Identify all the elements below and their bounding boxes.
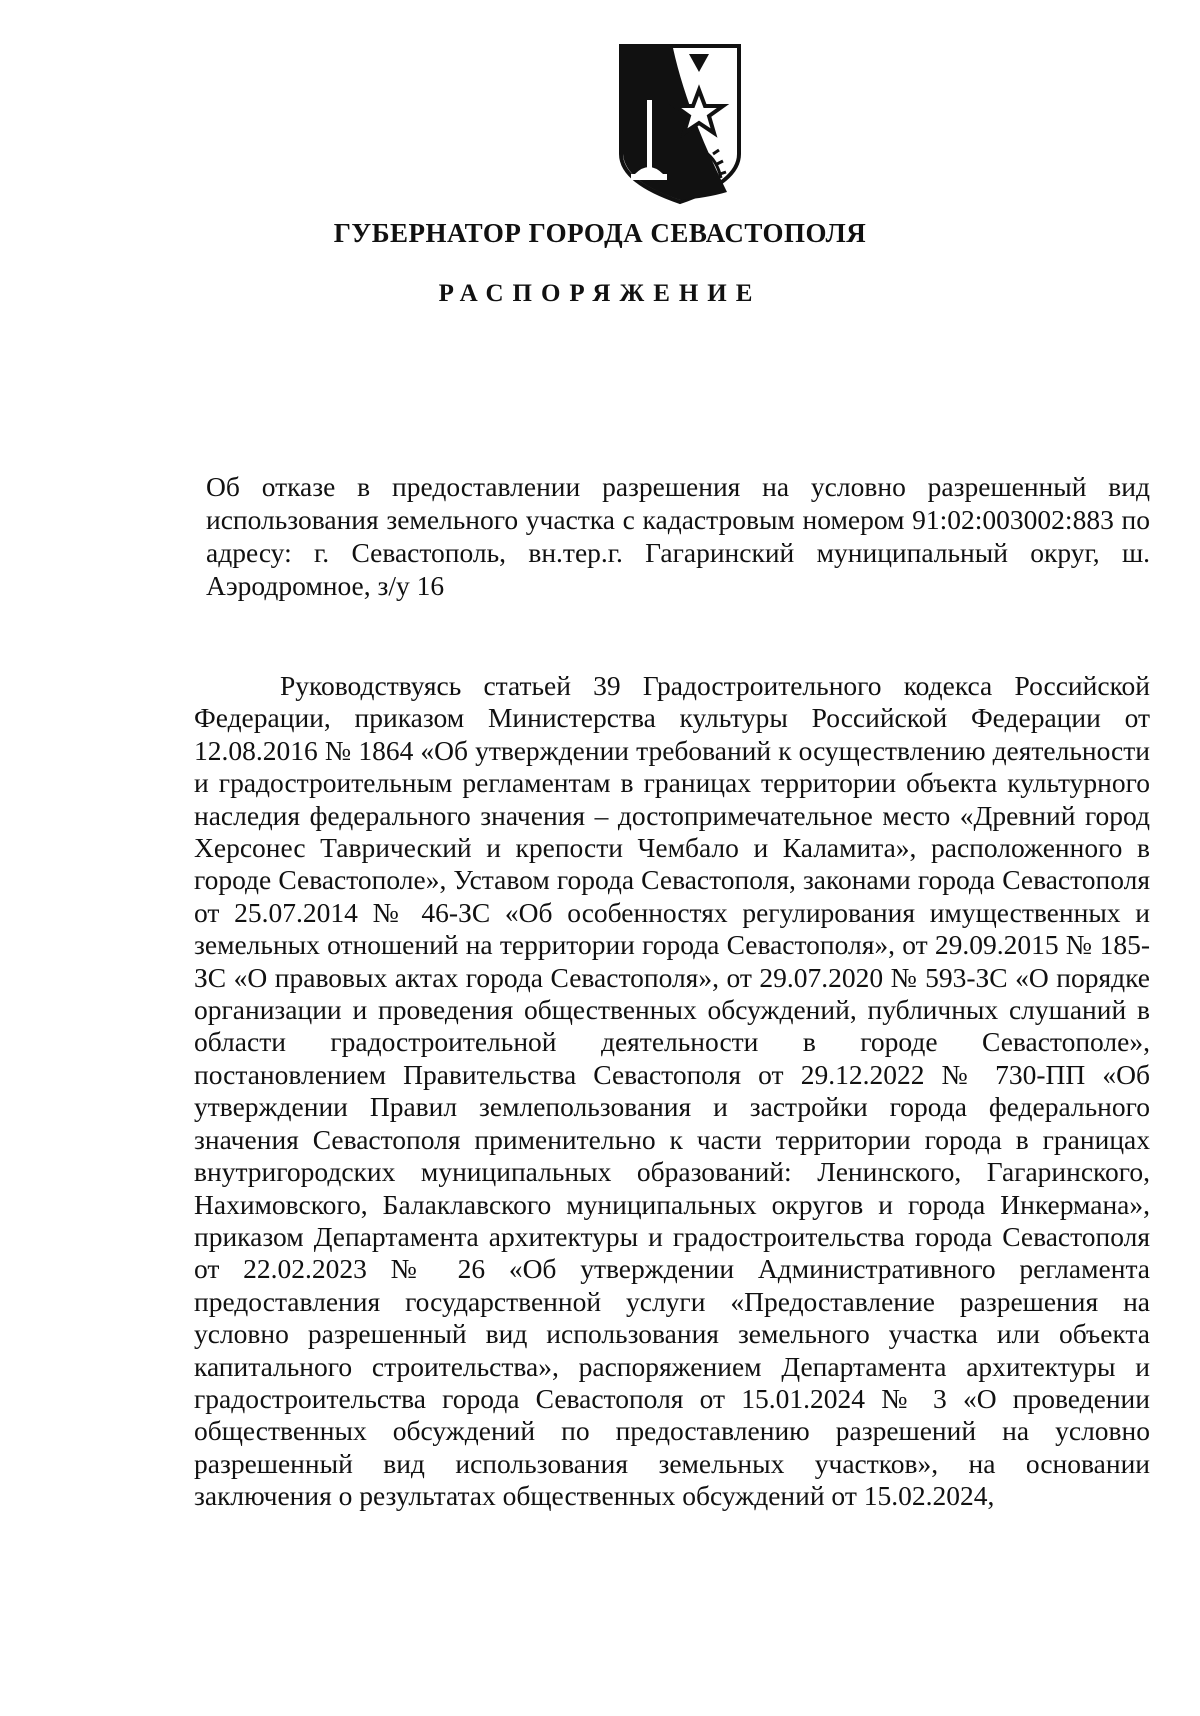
body-paragraph: Руководствуясь статьей 39 Градостроительного кодекса Российской Федерации, приказом Министерства культуры Российской Федерации от 12.08.2016 № 1864 «Об утверждении требований к осуществлению деятельности и градостроительным регламентам в границах территории объекта культурного наследия федерального значения – достопримечательное место «Древний город Херсонес Таврический и крепости Чембало и Каламита», расположенного в городе Севастополе», Уставом города Севастополя, законами города Севастополя от 25.07.2014 № 46-ЗС «Об особенностях регулирования имущественных и земельных отношений на территории города Севастополя», от 29.09.2015 № 185-ЗС «О правовых актах города Севастополя», от 29.07.2020 № 593-ЗС «О порядке организации и проведения общественных обсуждений, публичных слушаний в области градостроительной деятельности в городе Севастополе», постановлением Правительства Севастополя от 29.12.2022 № 730-ПП «Об утверждении Правил землепользования и застройки города федерального значения Севастополя применительно к части территории города в границах внутригородских муниципальных образований: Ленинского, Гагаринского, Нахимовского, Балаклавского муниципальных округов и города Инкермана», приказом Департамента архитектуры и градостроительства города Севастополя от 22.02.2023 № 26 «Об утверждении Административного регламента предоставления государственной услуги «Предоставление разрешения на условно разрешенный вид использования земельного участка или объекта капитального строительства», распоряжением Департамента архитектуры и градостроительства города Севастополя от 15.01.2024 № 3 «О проведении общественных обсуждений по предоставлению разрешений на условно разрешенный вид использования земельных участков», на основании заключения о результатах общественных обсуждений от 15.02.2024, [194, 670, 1150, 1512]
sevastopol-coat-of-arms-icon [617, 42, 743, 206]
document-subject: Об отказе в предоставлении разрешения на условно разрешенный вид использования земельного участка с кадастровым номером 91:02:003002:883 по адресу: г. Севастополь, вн.тер.г. Гагаринский муниципальный округ, ш. Аэродромное, з/у 16 [206, 471, 1150, 601]
document-type: РАСПОРЯЖЕНИЕ [438, 280, 762, 307]
issuing-authority: ГУБЕРНАТОР ГОРОДА СЕВАСТОПОЛЯ [333, 218, 867, 248]
